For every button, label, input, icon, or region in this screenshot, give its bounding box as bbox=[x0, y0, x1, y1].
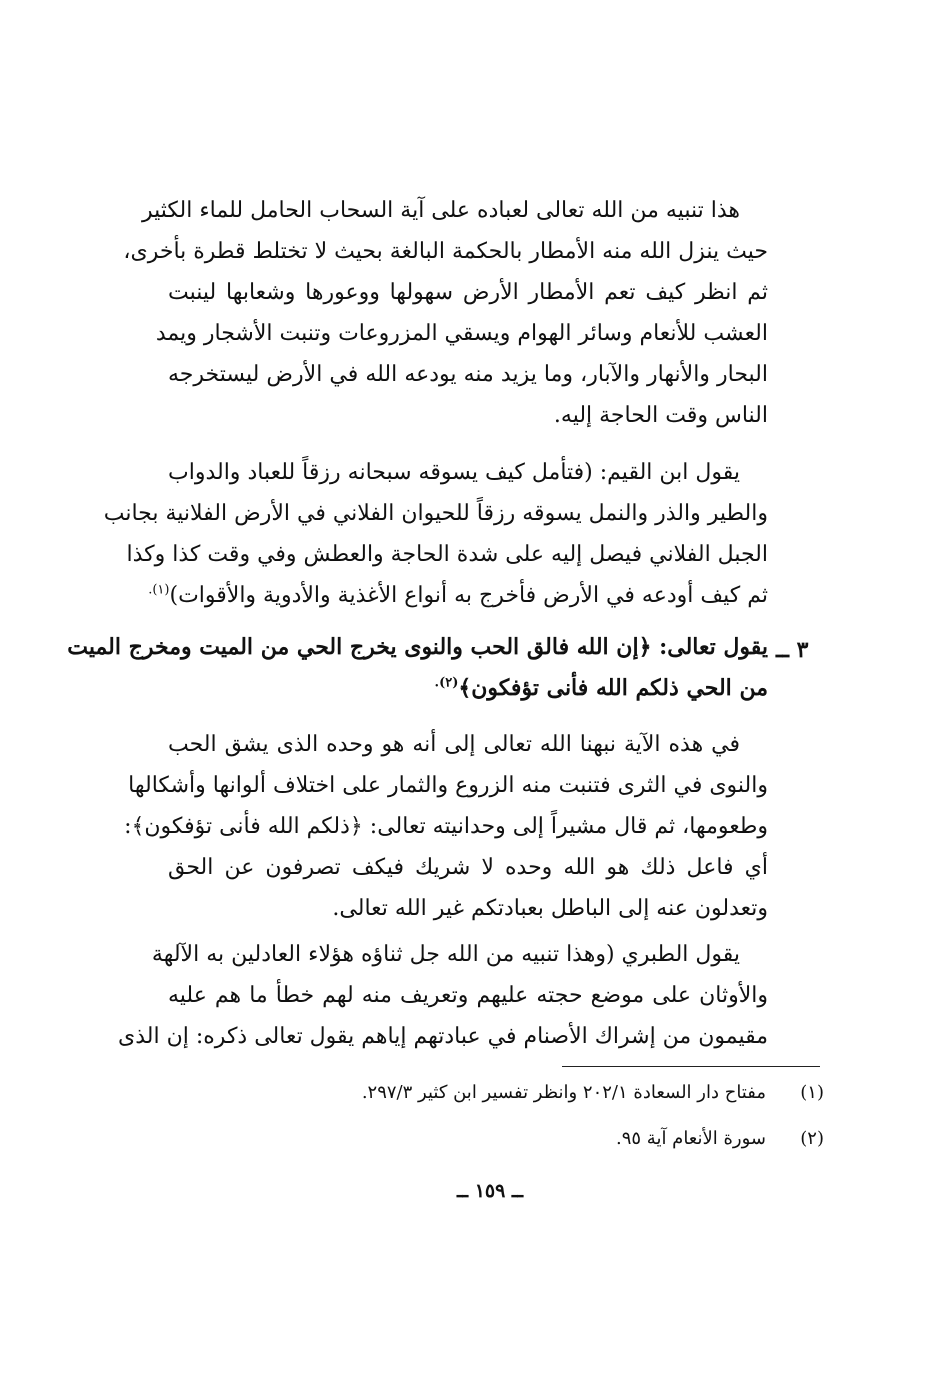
text-line bbox=[148, 575, 768, 616]
footnote-divider bbox=[562, 1066, 820, 1067]
footnote-ref: (١). bbox=[148, 582, 170, 598]
footnote-text: سورة الأنعام آية ٩٥. bbox=[616, 1128, 766, 1149]
paragraph-verse-explanation bbox=[124, 724, 768, 929]
text-line: يقول تعالى: ﴿إن الله فالق الحب والنوى يخرج الحي من الميت ومخرج الميت bbox=[67, 634, 768, 660]
text-line: والأوثان على موضع حجته عليهم وتعريف منه لهم خطأ ما هم عليه bbox=[168, 983, 768, 1008]
footnote-ref: (٢). bbox=[434, 675, 459, 691]
footnote-number: (١) bbox=[800, 1082, 824, 1103]
footnote-1 bbox=[200, 1078, 824, 1108]
paragraph-rain-signs bbox=[123, 190, 768, 436]
footnote-number: (٢) bbox=[800, 1128, 824, 1149]
text-line: حيث ينزل الله منه الأمطار بالحكمة البالغة بحيث لا تختلط قطرة بأخرى، bbox=[123, 239, 768, 264]
text-line: والنوى في الثرى فتنبت منه الزروع والثمار على اختلاف ألوانها وأشكالها bbox=[128, 773, 768, 798]
text-line: وطعومها، ثم قال مشيراً إلى وحدانيته تعالى: ﴿ذلكم الله فأنى تؤفكون﴾: bbox=[124, 814, 768, 839]
text-line: العشب للأنعام وسائر الهوام ويسقي المزروعات وتنبت الأشجار ويمد bbox=[155, 321, 768, 346]
text-line: الجبل الفلاني فيصل إليه على شدة الحاجة والعطش وفي وقت كذا وكذا bbox=[126, 542, 768, 567]
item-number-marker: ٣ ــ bbox=[776, 637, 809, 663]
text-line: مقيمون من إشراك الأصنام في عبادتهم إياهم يقول تعالى ذكره: إن الذى bbox=[118, 1024, 768, 1049]
text-line-body: ثم كيف أودعه في الأرض فأخرج به أنواع الأغذية والأدوية والأقوات) bbox=[169, 583, 768, 608]
paragraph-tabari-quote bbox=[118, 934, 768, 1057]
text-line: ثم انظر كيف تعم الأمطار الأرض سهولها ووعورها وشعابها لينبت bbox=[168, 280, 768, 305]
text-line: يقول ابن القيم: (فتأمل كيف يسوقه سبحانه رزقاً للعباد والدواب bbox=[168, 460, 740, 485]
paragraph-ibn-alqayyim-quote bbox=[103, 452, 768, 616]
text-line: أي فاعل ذلك هو الله وحده لا شريك فيكف تصرفون عن الحق bbox=[168, 855, 768, 880]
page-number: ــ ١٥٩ ــ bbox=[456, 1180, 524, 1202]
text-line bbox=[168, 668, 768, 709]
text-line: وتعدلون عنه إلى الباطل بعبادتكم غير الله تعالى. bbox=[332, 896, 768, 921]
text-line-body: من الحي ذلكم الله فأنى تؤفكون﴾ bbox=[458, 675, 768, 701]
text-line: والطير والذر والنمل يسوقه رزقاً للحيوان الفلاني في الأرض الفلانية بجانب bbox=[103, 501, 768, 526]
text-line: يقول الطبري (وهذا تنبيه من الله جل ثناؤه هؤلاء العادلين به الآلهة bbox=[151, 942, 740, 967]
text-line: في هذه الآية نبهنا الله تعالى إلى أنه هو وحده الذى يشق الحب bbox=[168, 732, 740, 757]
text-line: البحار والأنهار والآبار، وما يزيد منه يودعه الله في الأرض ليستخرجه bbox=[168, 362, 768, 387]
paragraph-verse-item-3 bbox=[67, 627, 768, 709]
footnote-2 bbox=[200, 1124, 824, 1154]
text-line: هذا تنبيه من الله تعالى لعباده على آية السحاب الحامل للماء الكثير bbox=[141, 198, 740, 223]
text-line: الناس وقت الحاجة إليه. bbox=[553, 403, 768, 428]
footnote-text: مفتاح دار السعادة ٢٠٢/١ وانظر تفسير ابن كثير ٢٩٧/٣. bbox=[361, 1082, 766, 1103]
